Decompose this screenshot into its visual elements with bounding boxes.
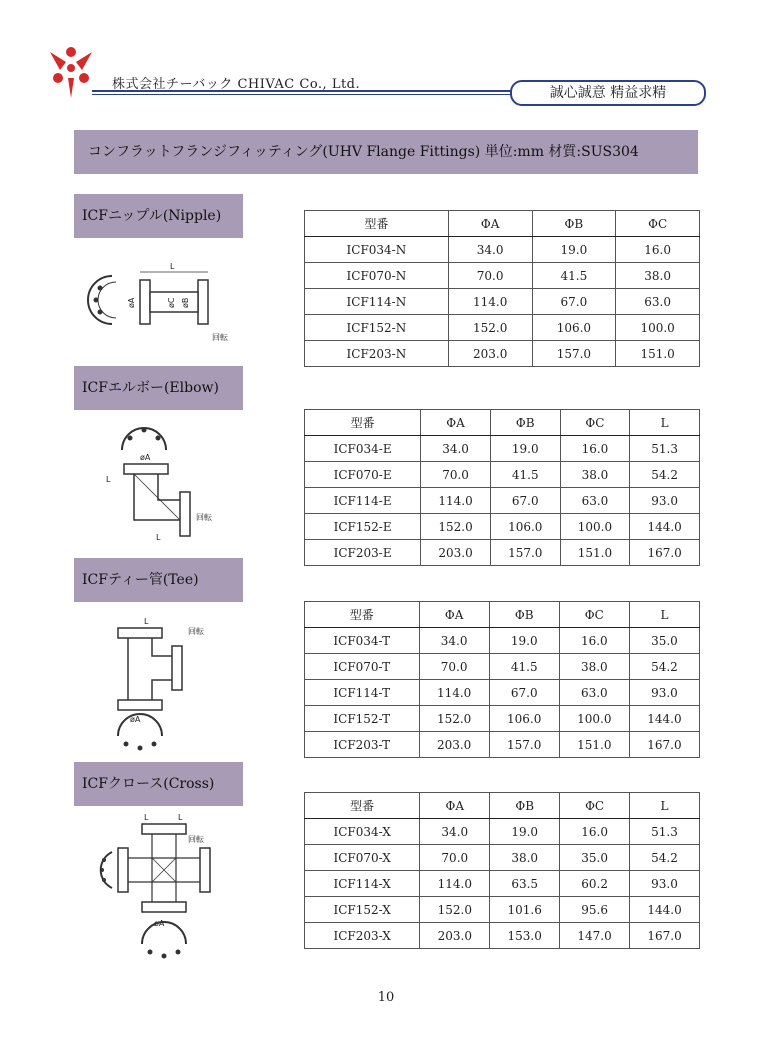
table-row — [305, 436, 700, 462]
table-cell: 152.0 — [419, 706, 489, 732]
table-cell: ICF070-N — [305, 263, 449, 289]
table-row — [305, 263, 700, 289]
table-cell: 60.2 — [560, 871, 630, 897]
cross-spec-table — [304, 792, 700, 949]
tee-label-rotate: 回転 — [188, 627, 204, 636]
cross-diagram — [96, 808, 236, 964]
section-label-nipple: ICFニップル(Nipple) — [74, 194, 243, 238]
table-cell: ICF203-N — [305, 341, 449, 367]
table-header-cell: ΦB — [532, 211, 616, 237]
table-cell: 63.0 — [616, 289, 700, 315]
table-header-cell: ΦA — [421, 410, 491, 436]
table-cell: 16.0 — [560, 819, 630, 845]
table-cell: 16.0 — [559, 628, 629, 654]
table-row — [305, 732, 700, 758]
table-cell: 70.0 — [419, 654, 489, 680]
table-cell: 38.0 — [560, 462, 630, 488]
section-label-tee: ICFティー管(Tee) — [74, 558, 243, 602]
table-cell: 34.0 — [448, 237, 532, 263]
table-row — [305, 680, 700, 706]
nipple-label-phiB: øB — [181, 297, 190, 308]
table-cell: 16.0 — [560, 436, 630, 462]
table-cell: 51.3 — [630, 436, 700, 462]
table-cell: 38.0 — [559, 654, 629, 680]
table-header-cell: ΦA — [419, 602, 489, 628]
table-cell: 152.0 — [448, 315, 532, 341]
table-cell: 63.0 — [559, 680, 629, 706]
table-cell: ICF034-E — [305, 436, 421, 462]
table-cell: 34.0 — [419, 628, 489, 654]
tee-diagram — [104, 610, 224, 754]
table-cell: 167.0 — [630, 540, 700, 566]
table-cell: 152.0 — [420, 897, 490, 923]
table-row — [305, 488, 700, 514]
table-cell: 151.0 — [559, 732, 629, 758]
page-title: コンフラットフランジフィッティング(UHV Flange Fittings) 単位:mm 材質:SUS304 — [74, 130, 698, 174]
page-number: 10 — [377, 990, 395, 1005]
table-header-cell: ΦC — [616, 211, 700, 237]
table-cell: 16.0 — [616, 237, 700, 263]
table-cell: ICF152-N — [305, 315, 449, 341]
table-cell: 38.0 — [616, 263, 700, 289]
table-row — [305, 923, 700, 949]
table-row — [305, 819, 700, 845]
table-cell: ICF203-E — [305, 540, 421, 566]
section-label-cross: ICFクロース(Cross) — [74, 762, 243, 806]
table-header-cell: 型番 — [305, 410, 421, 436]
table-cell: 106.0 — [489, 706, 559, 732]
table-cell: 34.0 — [421, 436, 491, 462]
table-cell: 54.2 — [629, 654, 699, 680]
table-header-cell: 型番 — [305, 602, 420, 628]
table-cell: 19.0 — [490, 819, 560, 845]
table-cell: 203.0 — [420, 923, 490, 949]
table-cell: 19.0 — [490, 436, 560, 462]
elbow-label-phiA: øA — [140, 453, 151, 462]
table-cell: 101.6 — [490, 897, 560, 923]
table-row — [305, 706, 700, 732]
nipple-diagram — [84, 258, 244, 348]
table-row — [305, 897, 700, 923]
cross-label-rotate: 回転 — [188, 835, 204, 844]
table-cell: 114.0 — [419, 680, 489, 706]
table-cell: 34.0 — [420, 819, 490, 845]
table-cell: 95.6 — [560, 897, 630, 923]
table-cell: 54.2 — [630, 845, 700, 871]
table-cell: 35.0 — [560, 845, 630, 871]
table-cell: 41.5 — [489, 654, 559, 680]
table-cell: 67.0 — [532, 289, 616, 315]
table-header-cell: L — [630, 793, 700, 819]
table-cell: 203.0 — [421, 540, 491, 566]
table-row — [305, 237, 700, 263]
table-cell: 167.0 — [629, 732, 699, 758]
table-row — [305, 514, 700, 540]
table-row — [305, 315, 700, 341]
table-cell: 93.0 — [630, 488, 700, 514]
table-cell: ICF070-X — [305, 845, 420, 871]
table-cell: 167.0 — [630, 923, 700, 949]
table-cell: 54.2 — [630, 462, 700, 488]
table-cell: ICF152-T — [305, 706, 420, 732]
table-cell: ICF114-N — [305, 289, 449, 315]
nipple-label-L: L — [170, 262, 175, 271]
table-cell: 67.0 — [490, 488, 560, 514]
table-cell: 114.0 — [421, 488, 491, 514]
table-cell: 93.0 — [629, 680, 699, 706]
table-cell: 70.0 — [448, 263, 532, 289]
table-cell: 157.0 — [489, 732, 559, 758]
table-cell: 203.0 — [419, 732, 489, 758]
table-cell: ICF114-E — [305, 488, 421, 514]
header-rule-thin — [92, 94, 512, 95]
section-label-elbow: ICFエルボー(Elbow) — [74, 366, 243, 410]
table-cell: 63.5 — [490, 871, 560, 897]
table-header-cell: ΦC — [560, 410, 630, 436]
table-cell: 100.0 — [616, 315, 700, 341]
cross-label-L-left: L — [144, 813, 149, 822]
tee-label-phiA: øA — [130, 715, 141, 724]
table-row — [305, 845, 700, 871]
table-row — [305, 341, 700, 367]
table-header-cell: ΦA — [420, 793, 490, 819]
tee-spec-table — [304, 601, 700, 758]
table-row — [305, 462, 700, 488]
table-header-row — [305, 793, 700, 819]
table-cell: ICF203-T — [305, 732, 420, 758]
table-row — [305, 654, 700, 680]
table-cell: 152.0 — [421, 514, 491, 540]
table-cell: 114.0 — [448, 289, 532, 315]
table-cell: 19.0 — [532, 237, 616, 263]
elbow-label-L-horizontal: L — [156, 533, 161, 542]
table-row — [305, 871, 700, 897]
table-cell: ICF034-X — [305, 819, 420, 845]
elbow-label-rotate: 回転 — [196, 513, 212, 522]
table-cell: 147.0 — [560, 923, 630, 949]
table-header-row — [305, 211, 700, 237]
table-cell: ICF034-N — [305, 237, 449, 263]
table-cell: 100.0 — [560, 514, 630, 540]
motto-badge: 誠心誠意 精益求精 — [510, 80, 706, 106]
table-row — [305, 628, 700, 654]
table-header-cell: ΦB — [489, 602, 559, 628]
table-row — [305, 289, 700, 315]
elbow-spec-table — [304, 409, 700, 566]
table-cell: 93.0 — [630, 871, 700, 897]
table-header-cell: ΦC — [559, 602, 629, 628]
nipple-spec-table — [304, 210, 700, 367]
table-header-row — [305, 410, 700, 436]
nipple-label-phiA: øA — [127, 297, 136, 308]
table-cell: 144.0 — [630, 514, 700, 540]
table-cell: ICF203-X — [305, 923, 420, 949]
table-row — [305, 540, 700, 566]
table-cell: ICF114-X — [305, 871, 420, 897]
nipple-label-phiC: øC — [167, 297, 176, 308]
table-header-cell: L — [629, 602, 699, 628]
table-header-cell: ΦB — [490, 793, 560, 819]
cross-label-L-right: L — [178, 813, 183, 822]
table-cell: 63.0 — [560, 488, 630, 514]
table-cell: 51.3 — [630, 819, 700, 845]
table-cell: ICF070-T — [305, 654, 420, 680]
elbow-diagram — [100, 420, 220, 550]
company-name: 株式会社チーバック CHIVAC Co., Ltd. — [112, 77, 361, 92]
table-cell: 144.0 — [629, 706, 699, 732]
table-cell: 114.0 — [420, 871, 490, 897]
table-cell: 151.0 — [616, 341, 700, 367]
table-cell: 70.0 — [420, 845, 490, 871]
table-cell: ICF152-X — [305, 897, 420, 923]
table-cell: 153.0 — [490, 923, 560, 949]
table-cell: 144.0 — [630, 897, 700, 923]
header-rule — [92, 90, 512, 92]
table-cell: 100.0 — [559, 706, 629, 732]
table-cell: 106.0 — [532, 315, 616, 341]
table-cell: 67.0 — [489, 680, 559, 706]
table-cell: 41.5 — [532, 263, 616, 289]
table-cell: 70.0 — [421, 462, 491, 488]
table-cell: 203.0 — [448, 341, 532, 367]
company-logo — [46, 44, 96, 100]
table-cell: 106.0 — [490, 514, 560, 540]
table-cell: 41.5 — [490, 462, 560, 488]
table-cell: 157.0 — [490, 540, 560, 566]
table-header-cell: ΦA — [448, 211, 532, 237]
table-header-cell: ΦB — [490, 410, 560, 436]
cross-label-phiA: øA — [154, 919, 165, 928]
table-cell: ICF114-T — [305, 680, 420, 706]
tee-label-L: L — [144, 617, 149, 626]
table-cell: 157.0 — [532, 341, 616, 367]
table-header-cell: L — [630, 410, 700, 436]
nipple-label-rotate: 回転 — [212, 333, 228, 342]
table-header-row — [305, 602, 700, 628]
table-header-cell: ΦC — [560, 793, 630, 819]
table-cell: ICF034-T — [305, 628, 420, 654]
elbow-label-L-vertical: L — [106, 475, 111, 484]
table-header-cell: 型番 — [305, 211, 449, 237]
table-cell: ICF070-E — [305, 462, 421, 488]
table-header-cell: 型番 — [305, 793, 420, 819]
table-cell: ICF152-E — [305, 514, 421, 540]
table-cell: 19.0 — [489, 628, 559, 654]
table-cell: 35.0 — [629, 628, 699, 654]
table-cell: 151.0 — [560, 540, 630, 566]
table-cell: 38.0 — [490, 845, 560, 871]
